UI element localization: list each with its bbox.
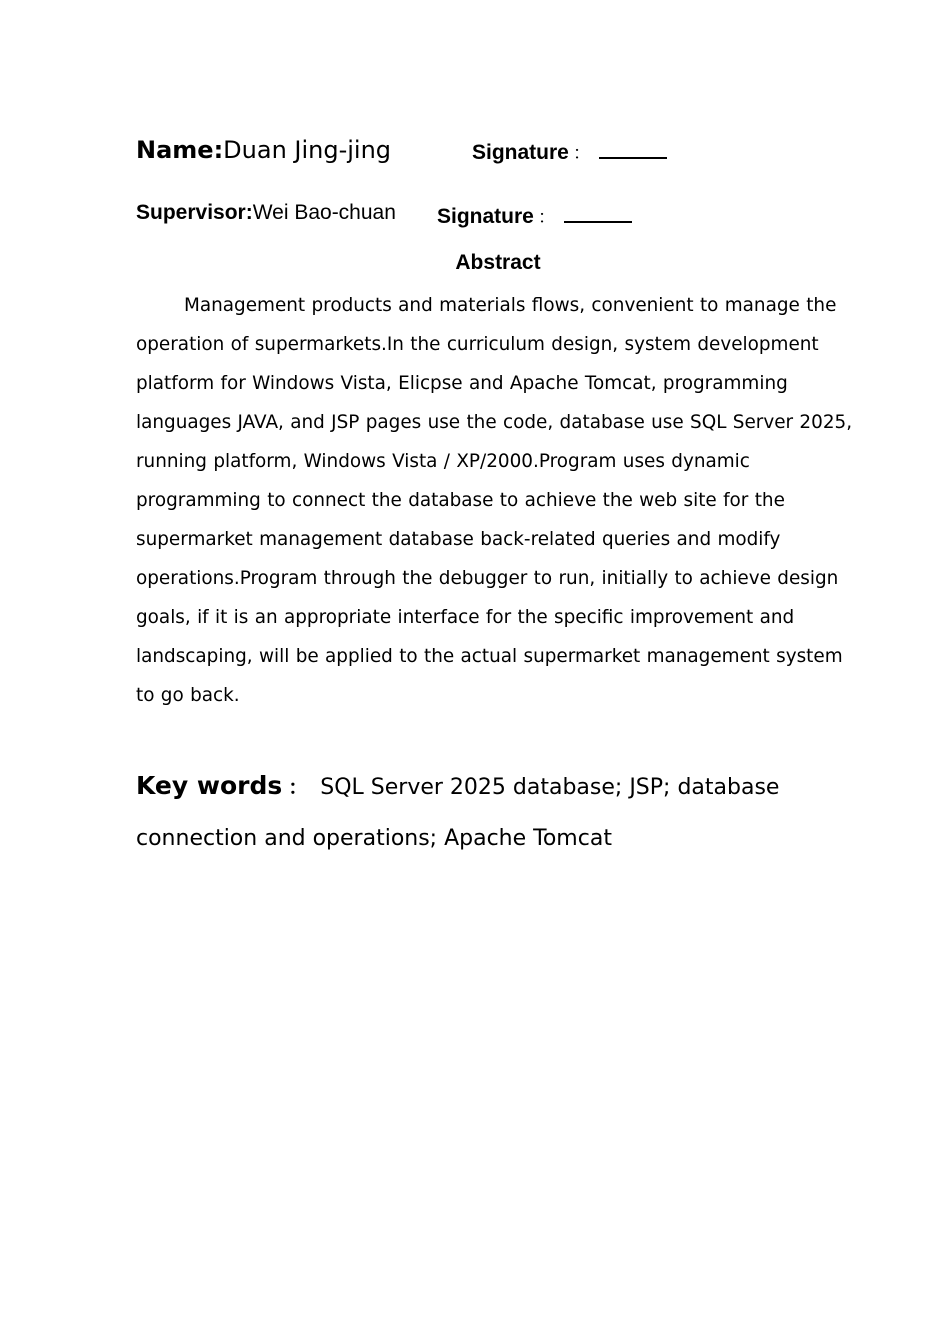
supervisor-label: Supervisor: [136, 201, 253, 224]
student-signature [472, 139, 667, 165]
supervisor-signature-colon: ： [537, 207, 556, 227]
abstract-title: Abstract [455, 251, 541, 274]
keywords-colon: ： [288, 775, 309, 799]
student-signature-label: Signature [472, 141, 569, 164]
abstract-body: Management products and materials flows, convenient to manage the operation of supermarkets.In the curriculum design, system development platform for Windows Vista, Elicpse and Apache Tomcat, programming languages JAVA, and JSP pages use the code, database use SQL Server 2025, running platform, Windows Vista / XP/2000.Program uses dynamic programming to connect the database to achieve the web site for the supermarket management database back-related queries and modify operations.Program through the debugger to run, initially to achieve design goals, if it is an appropriate interface for the specific improvement and landscaping, will be applied to the actual supermarket management system to go back. [136, 295, 853, 706]
keywords-paragraph [136, 760, 836, 864]
keywords-text: SQL Server 2025 database; JSP; database connection and operations; Apache Tomcat [136, 775, 780, 851]
student-name-value: Duan Jing-jing [223, 136, 392, 164]
student-name-label: Name: [136, 136, 224, 164]
supervisor-signature-blank [564, 203, 632, 223]
keywords-label: Key words [136, 771, 283, 800]
student-signature-colon: ： [572, 143, 591, 163]
supervisor-signature-label: Signature [437, 205, 534, 228]
supervisor-line [136, 201, 396, 225]
supervisor-signature [437, 203, 632, 229]
supervisor-name-value: Wei Bao-chuan [252, 201, 396, 224]
student-name-line [136, 136, 391, 164]
student-signature-blank [599, 139, 667, 159]
